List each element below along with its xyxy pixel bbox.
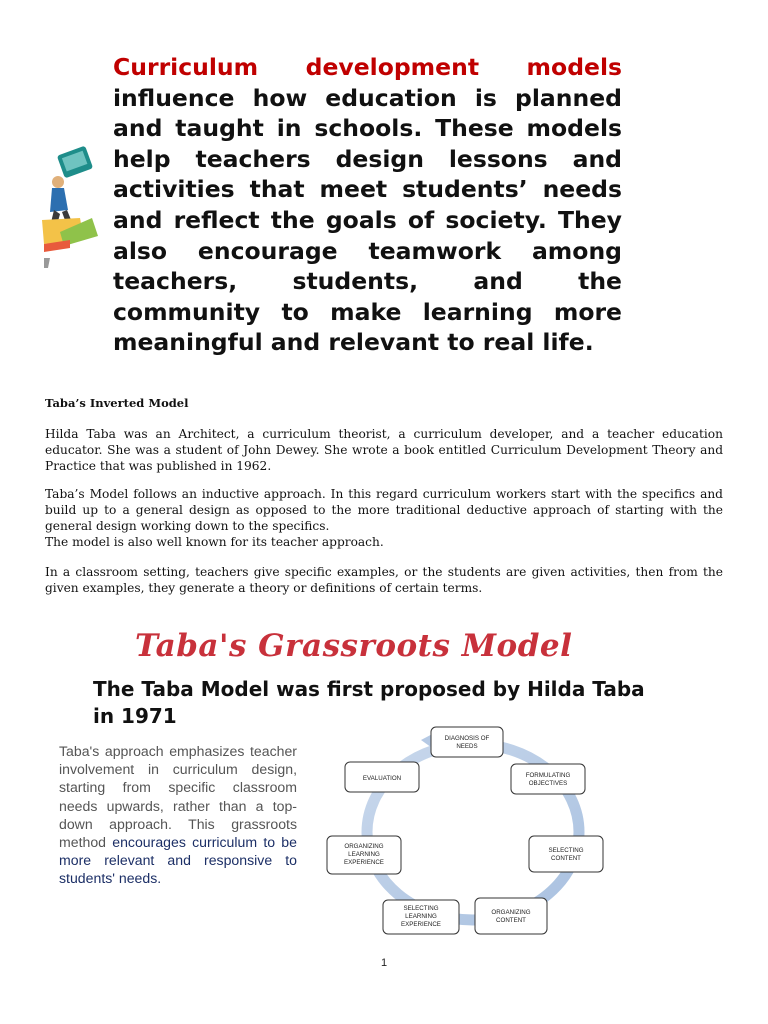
paragraph-taba-bio: Hilda Taba was an Architect, a curriculum theorist, a curriculum developer, and a teacher education educator. She was a student of John Dewey. She wrote a book entitled Curriculum Development Theory and Practice that was published in 1962. bbox=[45, 427, 723, 473]
svg-text:LEARNING: LEARNING bbox=[348, 851, 380, 858]
intro-body: influence how education is planned and taught in schools. These models help teachers design lessons and activities that meet students’ needs and reflect the goals of society. They also encourage teamwork among teachers, students, and the community to make learning more meaningful and relevant to real life. bbox=[113, 83, 622, 357]
paragraph-classroom: In a classroom setting, teachers give specific examples, or the students are given activities, then from the given examples, they generate a theory or definitions of certain terms. bbox=[45, 565, 723, 595]
svg-text:EVALUATION: EVALUATION bbox=[362, 775, 402, 782]
svg-text:SELECTING: SELECTING bbox=[548, 847, 584, 854]
taba-cycle-diagram bbox=[325, 722, 625, 942]
paragraph-inductive bbox=[45, 486, 723, 550]
intro-highlight: Curriculum development models bbox=[113, 53, 622, 81]
node-evaluation bbox=[345, 762, 419, 792]
svg-text:LEARNING: LEARNING bbox=[405, 913, 437, 920]
grassroots-subtitle: The Taba Model was first proposed by Hilda Taba in 1971 bbox=[93, 677, 645, 728]
svg-text:OBJECTIVES: OBJECTIVES bbox=[528, 780, 568, 787]
svg-text:CONTENT: CONTENT bbox=[551, 855, 581, 862]
node-formulating-objectives bbox=[511, 764, 585, 794]
node-organizing-learning-experience bbox=[327, 836, 401, 874]
page-number: 1 bbox=[380, 957, 388, 969]
svg-text:EXPERIENCE: EXPERIENCE bbox=[401, 921, 441, 928]
svg-text:CONTENT: CONTENT bbox=[496, 917, 526, 924]
svg-text:SELECTING: SELECTING bbox=[403, 905, 439, 912]
svg-text:DIAGNOSIS OF: DIAGNOSIS OF bbox=[444, 735, 490, 742]
node-organizing-content bbox=[475, 898, 547, 934]
node-diagnosis-of-needs bbox=[431, 727, 503, 757]
svg-text:EXPERIENCE: EXPERIENCE bbox=[344, 859, 384, 866]
svg-text:ORGANIZING: ORGANIZING bbox=[344, 843, 384, 850]
svg-text:FORMULATING: FORMULATING bbox=[525, 772, 571, 779]
grassroots-description-part1: Taba's approach emphasizes teacher involvement in curriculum design, starting from specific classroom needs upwards, rather than a top-down approach. This grassroots method bbox=[59, 743, 297, 851]
grassroots-title: Taba's Grassroots Model bbox=[135, 628, 573, 664]
paragraph-teacher-approach: The model is also well known for its teacher approach. bbox=[45, 535, 384, 549]
svg-text:ORGANIZING: ORGANIZING bbox=[491, 909, 531, 916]
reading-figure-illustration bbox=[40, 140, 102, 280]
grassroots-description-part2: encourages curriculum to be more relevant and responsive to students' needs. bbox=[59, 834, 297, 887]
grassroots-description bbox=[59, 742, 297, 888]
svg-text:NEEDS: NEEDS bbox=[456, 743, 478, 750]
intro-paragraph bbox=[113, 52, 622, 358]
paragraph-inductive-main: Taba’s Model follows an inductive approach. In this regard curriculum workers start with the specifics and build up to a general design as opposed to the more traditional deductive approach of starting with the general design working down to the specifics. bbox=[45, 487, 723, 533]
node-selecting-content bbox=[529, 836, 603, 872]
node-selecting-learning-experience bbox=[383, 900, 459, 934]
section-heading: Taba’s Inverted Model bbox=[45, 396, 189, 410]
